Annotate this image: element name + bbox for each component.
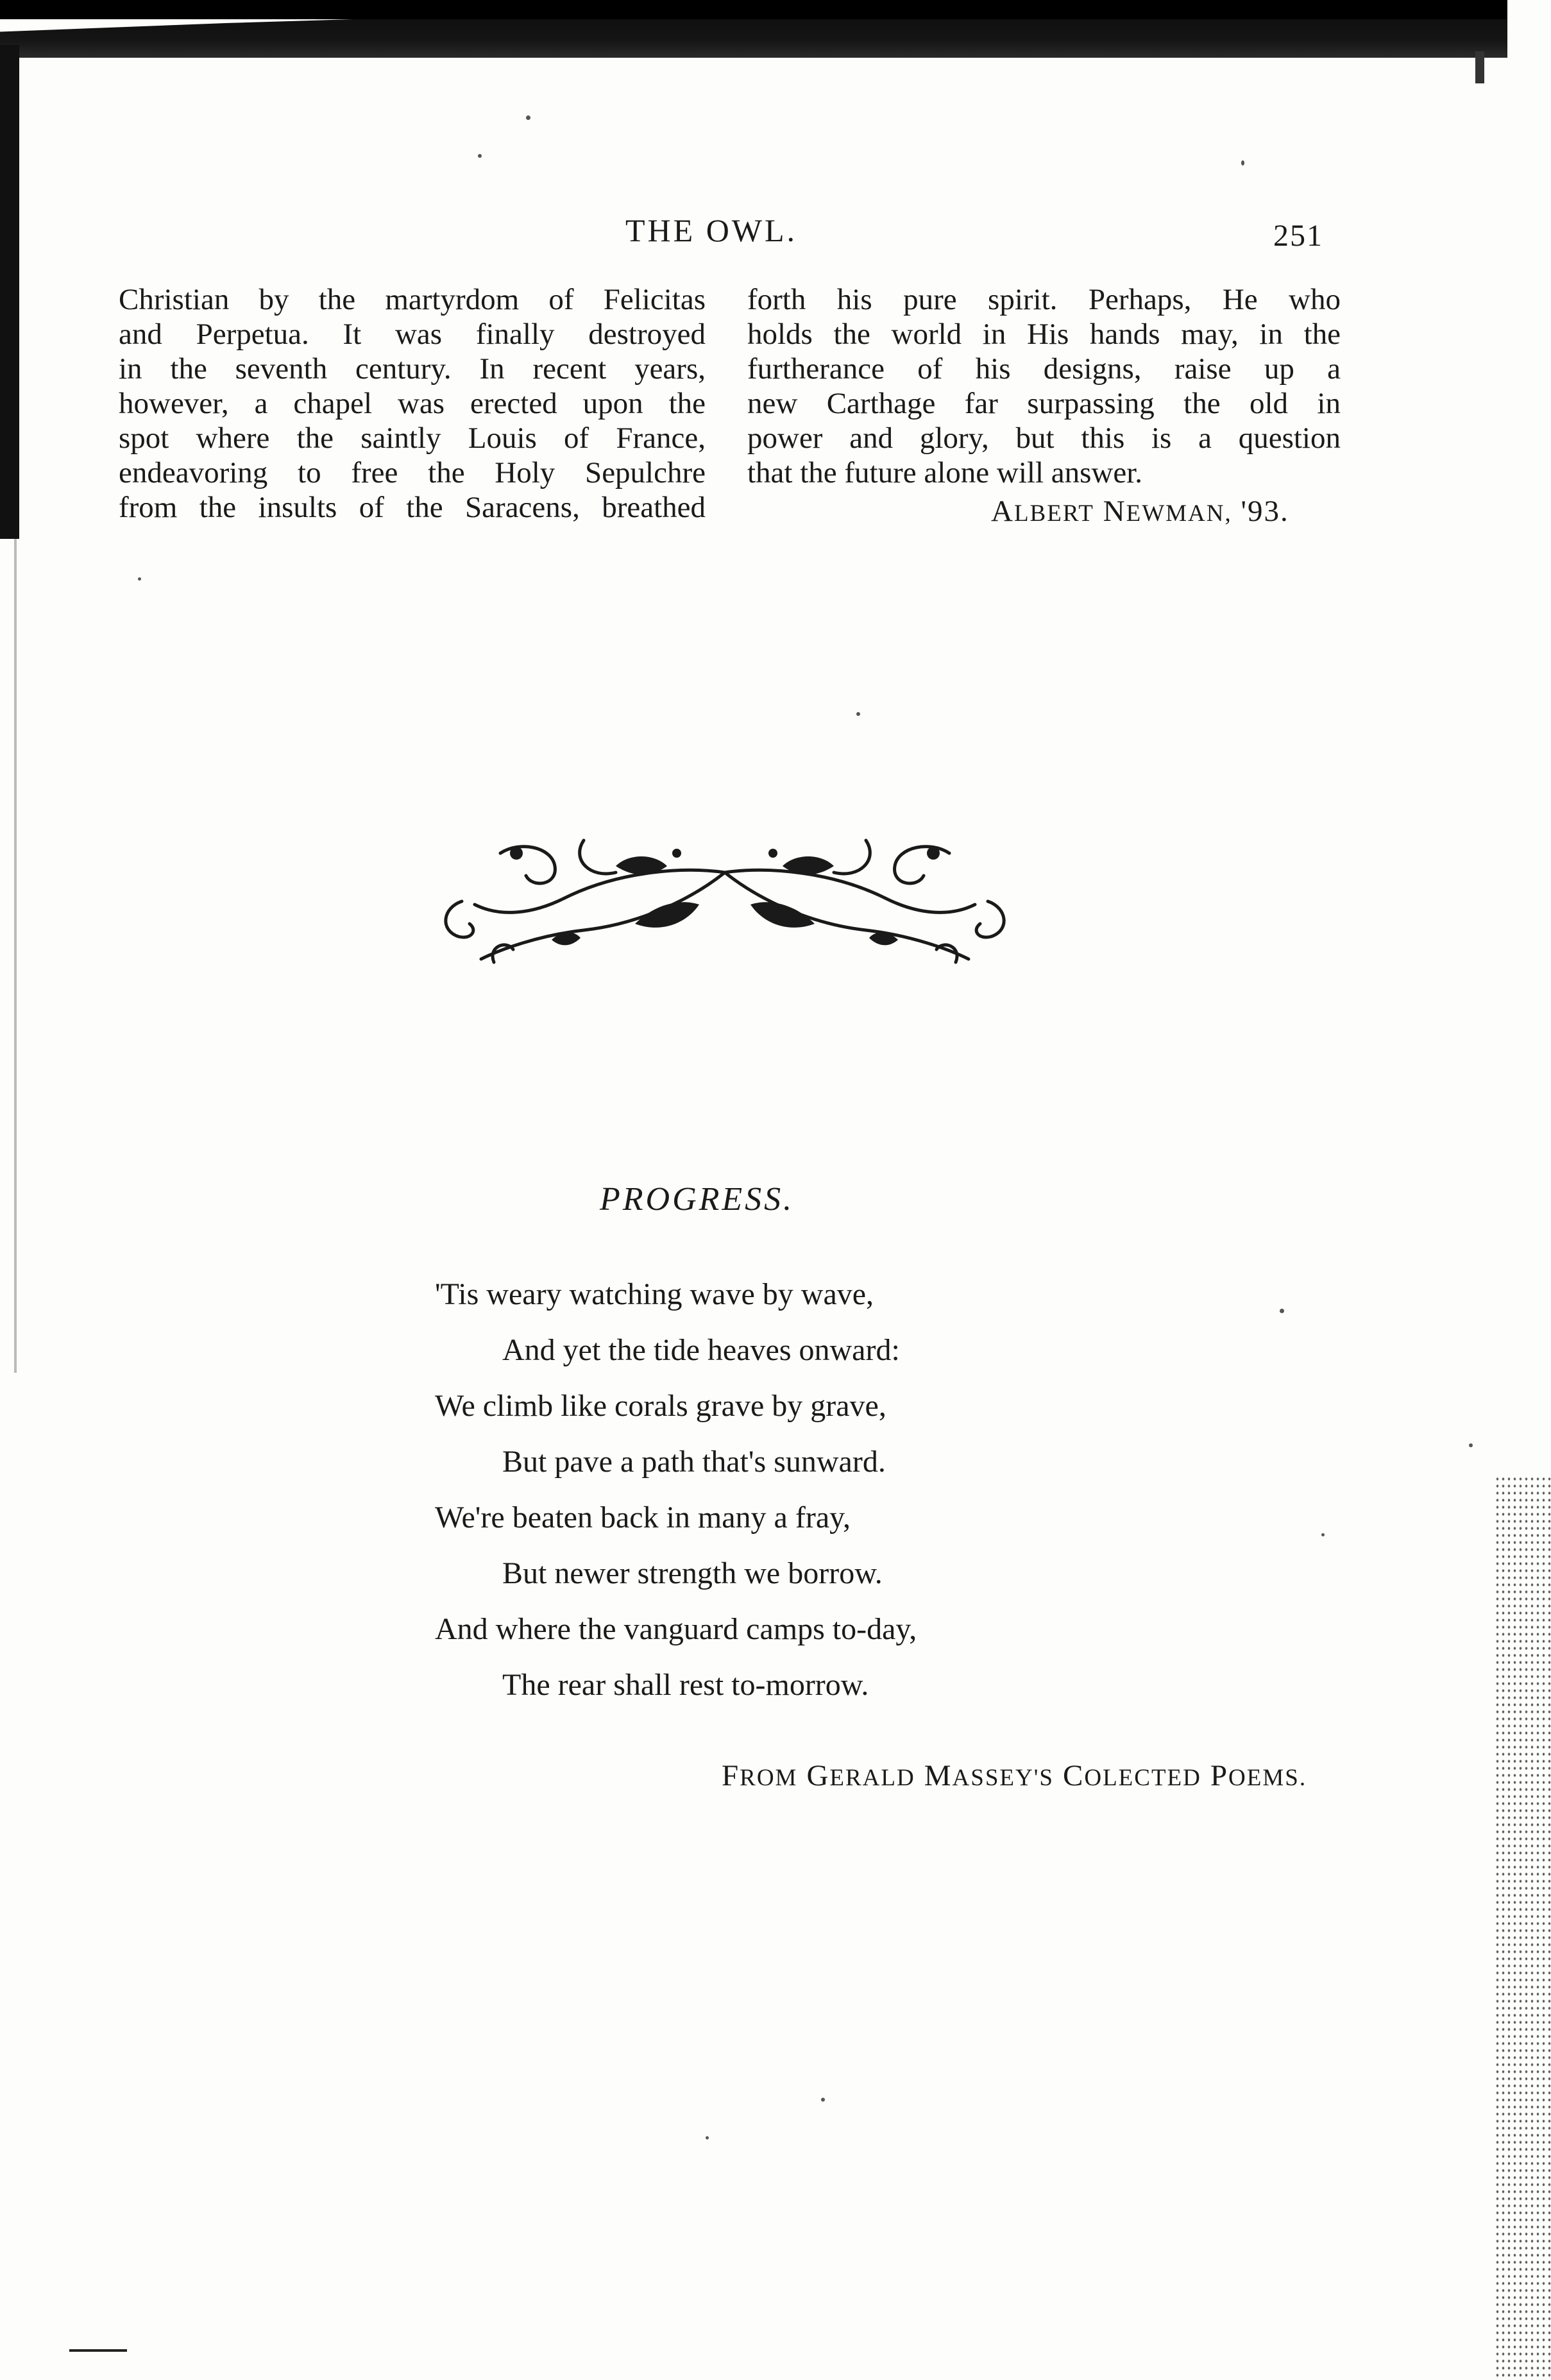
attribution-part: C [1062,1759,1085,1792]
poem-line: We're beaten back in many a fray, [435,1500,851,1534]
floral-scroll-ornament-icon [423,828,1026,975]
text-line: and Perpetua. It was finally destroyed [119,318,706,351]
poem-line: But pave a path that's sunward. [502,1445,886,1479]
text-line: new Carthage far surpassing the old in [747,387,1341,420]
poem-line: But newer strength we borrow. [502,1556,883,1590]
attribution-part: G [806,1759,830,1792]
scan-speck [1241,160,1244,166]
poem-attribution [722,1758,1307,1793]
scan-speck [526,115,530,120]
scan-speck [478,154,482,158]
text-line: Christian by the martyrdom of Felicitas [119,283,706,316]
scan-speck [1280,1309,1284,1313]
scan-left-line [14,539,17,1373]
left-column [119,282,706,525]
poem-line: The rear shall rest to-morrow. [502,1668,869,1702]
scan-speck [856,712,860,716]
text-line: spot where the saintly Louis of France, [119,421,706,455]
attribution-part: OLECTED [1084,1765,1201,1791]
attribution-part: F [722,1759,740,1792]
poem-line: 'Tis weary watching wave by wave, [435,1277,874,1311]
signature-year: '93. [1241,495,1289,528]
scan-speck [1321,1533,1325,1536]
attribution-part: P [1210,1759,1229,1792]
signature-part: N [1103,495,1126,528]
text-line: that the future alone will answer. [747,456,1143,489]
attribution-part: ERALD [829,1765,915,1791]
attribution-part: ROM [740,1765,798,1791]
signature-part: LBERT [1013,500,1094,527]
attribution-part: OEMS. [1228,1765,1307,1791]
text-line: endeavoring to free the Holy Sepulchre [119,456,706,489]
signature-part: EWMAN, [1126,500,1232,527]
text-line: in the seventh century. In recent years, [119,352,706,386]
running-head: THE OWL. [625,212,798,248]
scan-speck [706,2136,709,2139]
scan-right-edge-noise [1495,1475,1551,2380]
scan-speck [138,577,141,581]
poem-line: We climb like corals grave by grave, [435,1389,886,1423]
text-line: power and glory, but this is a question [747,421,1341,455]
signature-part: A [991,495,1014,528]
page-number: 251 [1273,219,1323,253]
attribution-part: M [924,1759,953,1792]
scan-speck [821,2098,825,2102]
scan-speck [1469,1443,1473,1447]
poem-line: And where the vanguard camps to-day, [435,1612,917,1646]
text-line: however, a chapel was erected upon the [119,387,706,420]
poem-title: PROGRESS. [600,1181,795,1218]
author-signature [991,494,1289,529]
right-column [747,282,1341,490]
text-line: from the insults of the Saracens, breathed [119,491,706,524]
attribution-part: ASSEY'S [952,1765,1054,1791]
text-line: holds the world in His hands may, in the [747,318,1341,351]
poem-line: And yet the tide heaves onward: [502,1333,900,1367]
scan-left-shadow [0,45,19,539]
scan-top-edge [0,0,1507,19]
text-line: furtherance of his designs, raise up a [747,352,1341,386]
text-line: forth his pure spirit. Perhaps, He who [747,283,1341,316]
scan-right-mark [1475,51,1484,83]
scan-bottom-mark [69,2349,127,2352]
